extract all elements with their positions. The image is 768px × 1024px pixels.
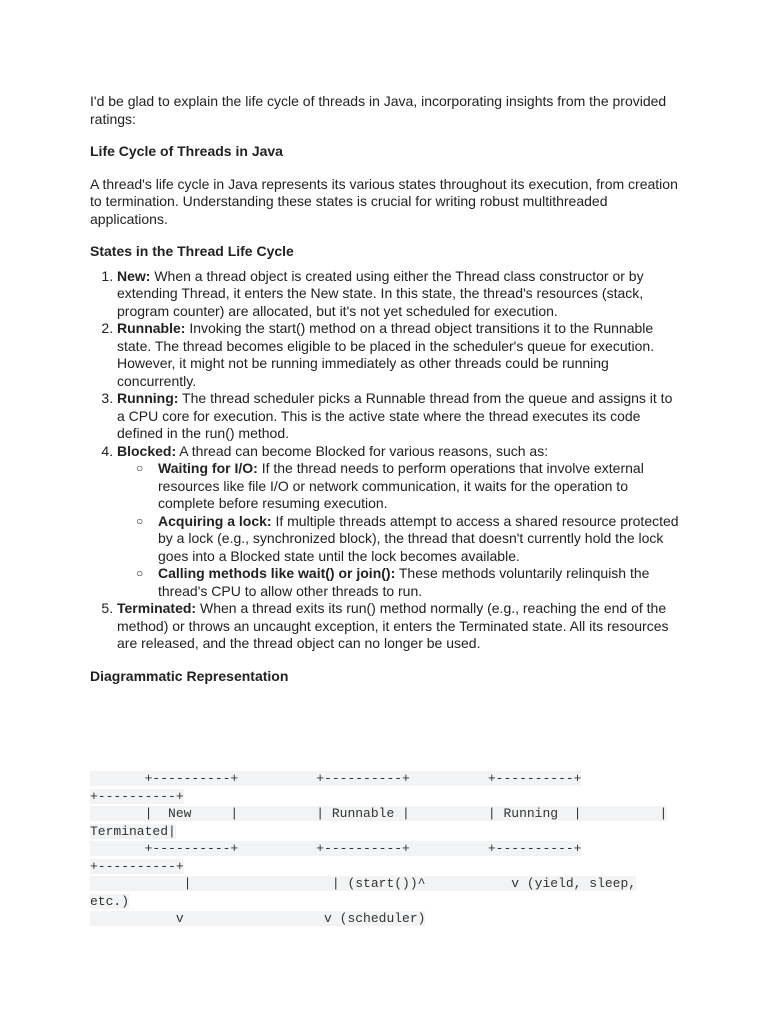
code-line: | New | | Runnable | | Running | | [90, 806, 668, 821]
reason-item-waiting-io [131, 460, 680, 513]
blocked-reasons-list [117, 460, 680, 600]
state-term: Blocked: [117, 442, 177, 459]
code-line: | | (start())^ v (yield, sleep, [90, 876, 637, 891]
state-description: A thread can become Blocked for various reasons, such as: [176, 442, 549, 459]
state-description: Invoking the start() method on a thread object transitions it to the Runnable state. The thread becomes eligible to be placed in the scheduler's queue for execution. However, it might not be running immediately as other threads could be running concurrently. [117, 320, 655, 389]
state-item-terminated [117, 600, 680, 653]
heading-life-cycle: Life Cycle of Threads in Java [90, 143, 283, 159]
reason-description: These methods voluntarily relinquish the thread's CPU to allow other threads to run. [158, 565, 650, 599]
reason-item-wait-join [131, 565, 680, 600]
state-term: Running: [117, 390, 179, 406]
state-item-new [117, 268, 680, 321]
intro-paragraph: I'd be glad to explain the life cycle of threads in Java, incorporating insights from the provided ratings: [90, 93, 667, 127]
reason-term: Waiting for I/O: [158, 460, 258, 476]
state-item-running [117, 390, 680, 443]
state-term: Terminated: [117, 600, 197, 616]
code-line: +----------+ +----------+ +----------+ [90, 771, 582, 786]
state-term: Runnable: [117, 320, 186, 336]
life-cycle-paragraph: A thread's life cycle in Java represents its various states throughout its execution, from creation to termination. Understanding these states is crucial for writing robust multithreaded applications. [90, 175, 678, 227]
code-line: v v (scheduler) [90, 911, 426, 926]
code-line: etc.) [90, 893, 130, 909]
reason-item-acquiring-lock [131, 513, 680, 566]
state-term: New: [117, 267, 151, 284]
state-item-blocked [117, 443, 680, 601]
heading-diagram: Diagrammatic Representation [90, 667, 289, 684]
reason-description: If multiple threads attempt to access a shared resource protected by a lock (e.g., synchronized block), the thread that doesn't currently hold the lock goes into a Blocked state until the lock becomes available. [158, 512, 679, 564]
state-description: When a thread object is created using either the Thread class constructor or by extending Thread, it enters the New state. In this state, the thread's resources (stack, program counter) are allocated, but it's not yet scheduled for execution. [117, 267, 644, 319]
code-line: +----------+ [90, 858, 184, 874]
heading-states: States in the Thread Life Cycle [90, 243, 294, 259]
state-item-runnable [117, 320, 680, 390]
document-body [90, 93, 680, 685]
reason-term: Calling methods like wait() or join(): [158, 565, 396, 581]
code-line: +----------+ +----------+ +----------+ [90, 841, 582, 856]
states-list [90, 268, 680, 653]
code-line: Terminated| [90, 823, 176, 839]
reason-description: If the thread needs to perform operations that involve external resources like file I/O or network communication, it waits for the operation to complete before resuming execution. [158, 460, 644, 511]
state-description: The thread scheduler picks a Runnable thread from the queue and assigns it to a CPU core for execution. This is the active state where the thread executes its code defined in the run() method. [117, 390, 673, 441]
diagram-code-block [90, 770, 680, 928]
reason-term: Acquiring a lock: [158, 512, 272, 529]
state-description: When a thread exits its run() method normally (e.g., reaching the end of the method) or throws an uncaught exception, it enters the Terminated state. All its resources are released, and the thread object can no longer be used. [117, 600, 669, 651]
code-line: +----------+ [90, 788, 184, 804]
